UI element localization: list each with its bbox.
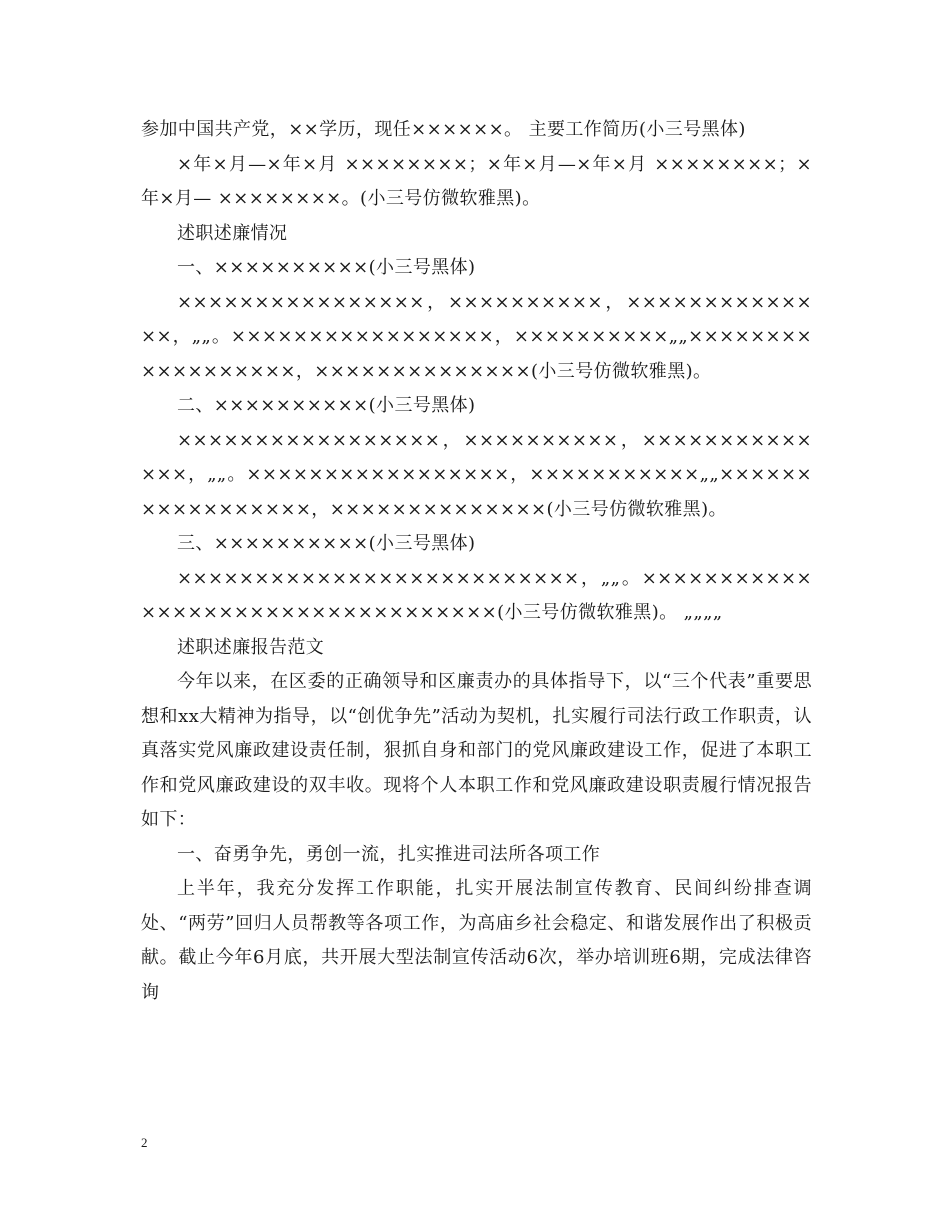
paragraph-3: ××××××××××××××××，××××××××××，××××××××××××××，„„。×××××××××××××××××，××××××××××„„××××××××××××××××××，××××××××××××××(小三号仿微软雅黑)。 (141, 291, 812, 382)
page-number: 2 (141, 1135, 148, 1150)
document-body (141, 113, 812, 1010)
subheading-4: 一、奋勇争先，勇创一流，扎实推进司法所各项工作 (177, 843, 601, 865)
section-heading: 述职述廉情况 (177, 222, 288, 244)
paragraph-6: 今年以来，在区委的正确领导和区廉责办的具体指导下，以“三个代表”重要思想和xx大精神为指导，以“创优争先”活动为契机，扎实履行司法行政工作职责，认真落实党风廉政建设责任制，狠抓自身和部门的党风廉政建设工作，促进了本职工作和党风廉政建设的双丰收。现将个人本职工作和党风廉政建设职责履行情况报告如下： (141, 671, 812, 830)
paragraph-7: 上半年，我充分发挥工作职能，扎实开展法制宣传教育、民间纠纷排查调处、“两劳”回归人员帮教等各项工作，为高庙乡社会稳定、和谐发展作出了积极贡献。截止今年6月底，共开展大型法制宣传活动6次，举办培训班6期，完成法律咨询 (141, 878, 812, 1003)
paragraph-4: ×××××××××××××××××，××××××××××，××××××××××××××，„„。×××××××××××××××××，×××××××××××„„×××××××××××××××××，××××××××××××××(小三号仿微软雅黑)。 (141, 429, 812, 520)
subheading-3: 三、××××××××××(小三号黑体) (177, 533, 476, 554)
paragraph-5: ××××××××××××××××××××××××××，„„。××××××××××××××××××××××××××××××××××(小三号仿微软雅黑)。 „„„„ (141, 567, 812, 623)
report-title: 述职述廉报告范文 (177, 636, 325, 658)
subheading-2: 二、××××××××××(小三号黑体) (177, 395, 476, 416)
subheading-1: 一、××××××××××(小三号黑体) (177, 257, 476, 278)
paragraph-2: ×年×月—×年×月 ××××××××；×年×月—×年×月 ××××××××；×年×月— ××××××××。(小三号仿微软雅黑)。 (141, 153, 812, 209)
paragraph-1: 参加中国共产党，××学历，现任××××××。 主要工作简历(小三号黑体) (141, 119, 746, 140)
